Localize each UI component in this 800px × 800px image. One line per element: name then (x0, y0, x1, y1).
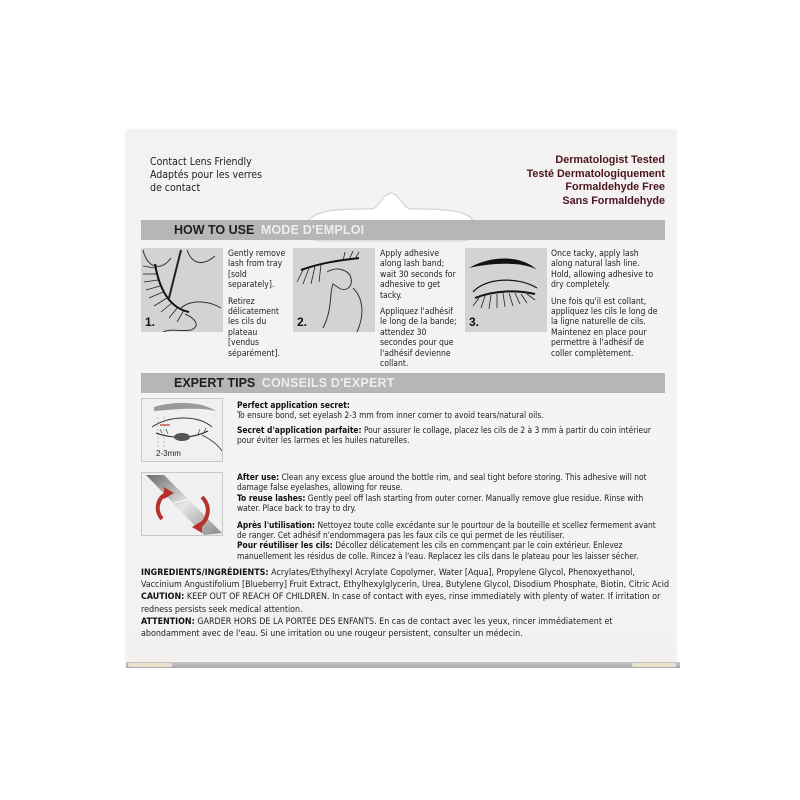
header-english: HOW TO USE (174, 223, 255, 237)
tip-after-use (237, 472, 667, 565)
header-french: MODE D'EMPLOI (260, 223, 365, 237)
tip-label: After use: (237, 472, 280, 482)
claim-line: Formaldehyde Free (565, 181, 665, 194)
step-3-illustration (465, 248, 547, 332)
package-bottom-edge (126, 662, 680, 668)
header-french: CONSEILS D'EXPERT (261, 376, 395, 390)
tip-label: Secret d'application parfaite: (237, 424, 362, 435)
claim-line: Contact Lens Friendly (150, 156, 252, 168)
step-2-illustration (293, 248, 375, 332)
package-tab-right (632, 663, 676, 667)
tip-text: Nettoyez toute colle excédante sur le pourtour de la bouteille et scellez fermement avant de ranger. Cet adhésif n'endommagera pas les faux cils ce qui permet de les réutiliser. (237, 519, 656, 541)
step-text-fr: Une fois qu'il est collant, appliquez les cils le long de la ligne naturelle de cils. Maintenez en place pour permettre à l'adhésif de coller complètement. (551, 296, 658, 359)
step-text-fr: Retirez délicatement les cils du plateau [vendus séparément]. (228, 296, 280, 359)
tip-label: Après l'utilisation: (237, 519, 316, 530)
contact-lens-claims (150, 156, 262, 195)
step-text-en: Apply adhesive along lash band; wait 30 seconds for adhesive to get tacky. (380, 249, 456, 301)
step-1-text (228, 249, 290, 365)
claim-line: de contact (150, 182, 201, 194)
attention-label: ATTENTION: (141, 616, 195, 627)
eye-placement-icon (142, 399, 222, 461)
bottle-twist-icon (142, 473, 222, 535)
tip-label: Pour réutiliser les cils: (237, 540, 333, 551)
step-2-text (380, 249, 460, 375)
dermatologist-claims (527, 154, 665, 208)
tip-label: To reuse lashes: (237, 492, 306, 503)
tip-text: Décollez délicatement les cils en commençant par le coin extérieur. Enlevez manuellement les résidus de colle. Rincez à l'eau. Replacez les cils dans le plateau pour les laisser sécher. (237, 540, 639, 561)
distance-label: 2-3mm (156, 449, 181, 458)
how-to-use-header (141, 220, 665, 240)
tip-label: Perfect application secret: (237, 400, 350, 410)
package-tab-left (128, 663, 172, 667)
tip-text: To ensure bond, set eyelash 2-3 mm from inner corner to avoid tears/natural oils. (237, 410, 544, 421)
step-text-en: Once tacky, apply lash along natural lash line. Hold, allowing adhesive to dry completely. (551, 249, 654, 291)
step-number: 1. (145, 315, 156, 329)
claim-line: Dermatologist Tested (555, 154, 665, 166)
step-text-fr: Appliquez l'adhésif le long de la bande; attendez 30 secondes pour que l'adhésif devienne collant. (380, 307, 457, 370)
tip-text: Clean any excess glue around the bottle rim, and seal tight before storing. This adhesive will not damage false eyelashes, allowing for reuse. (237, 472, 647, 493)
bottle-seal-diagram (141, 472, 223, 536)
step-number: 2. (297, 315, 308, 329)
step-3-text (551, 249, 661, 365)
claim-line: Testé Dermatologiquement (526, 167, 665, 180)
ingredients-label: INGREDIENTS/INGRÉDIENTS: (141, 568, 269, 578)
ingredients-text: Acrylates/Ethylhexyl Acrylate Copolymer, Water [Aqua], Propylene Glycol, Phenoxyethanol, Vaccinium Angustifolium [Blueberry] Fruit Extract, Ethylhexylglycerin, Urea, Butylene Glycol, Disodium Phosphate, Biotin, Citric Acid (141, 568, 670, 591)
step-text-en: Gently remove lash from tray [sold separately]. (228, 249, 286, 291)
claim-line: Adaptés pour les verres (150, 169, 262, 181)
header-english: EXPERT TIPS (174, 376, 256, 390)
eye-placement-diagram (141, 398, 223, 462)
step-number: 3. (469, 315, 480, 329)
tip-text: Pour assurer le collage, placez les cils de 2 à 3 mm à partir du coin intérieur pour éviter les larmes et les huiles naturelles. (237, 424, 651, 446)
caution-label: CAUTION: (141, 592, 185, 603)
ingredients-block (141, 567, 671, 640)
tip-text: Gently peel off lash starting from outer corner. Manually remove glue residue. Rinse with water. Place back to tray to dry. (237, 492, 644, 514)
caution-text: KEEP OUT OF REACH OF CHILDREN. In case of contact with eyes, rinse immediately with plenty of water. If irritation or redness persists seek medical attention. (141, 592, 661, 615)
attention-text: GARDER HORS DE LA PORTÉE DES ENFANTS. En cas de contact avec les yeux, rincer immédiatement et abondamment avec de l'eau. Si une irritation ou une rougeur persistent, consulter un médecin. (141, 616, 613, 640)
tip-application-secret (237, 400, 667, 450)
step-1-illustration (141, 248, 223, 332)
expert-tips-header (141, 373, 665, 393)
claim-line: Sans Formaldehyde (562, 194, 665, 207)
